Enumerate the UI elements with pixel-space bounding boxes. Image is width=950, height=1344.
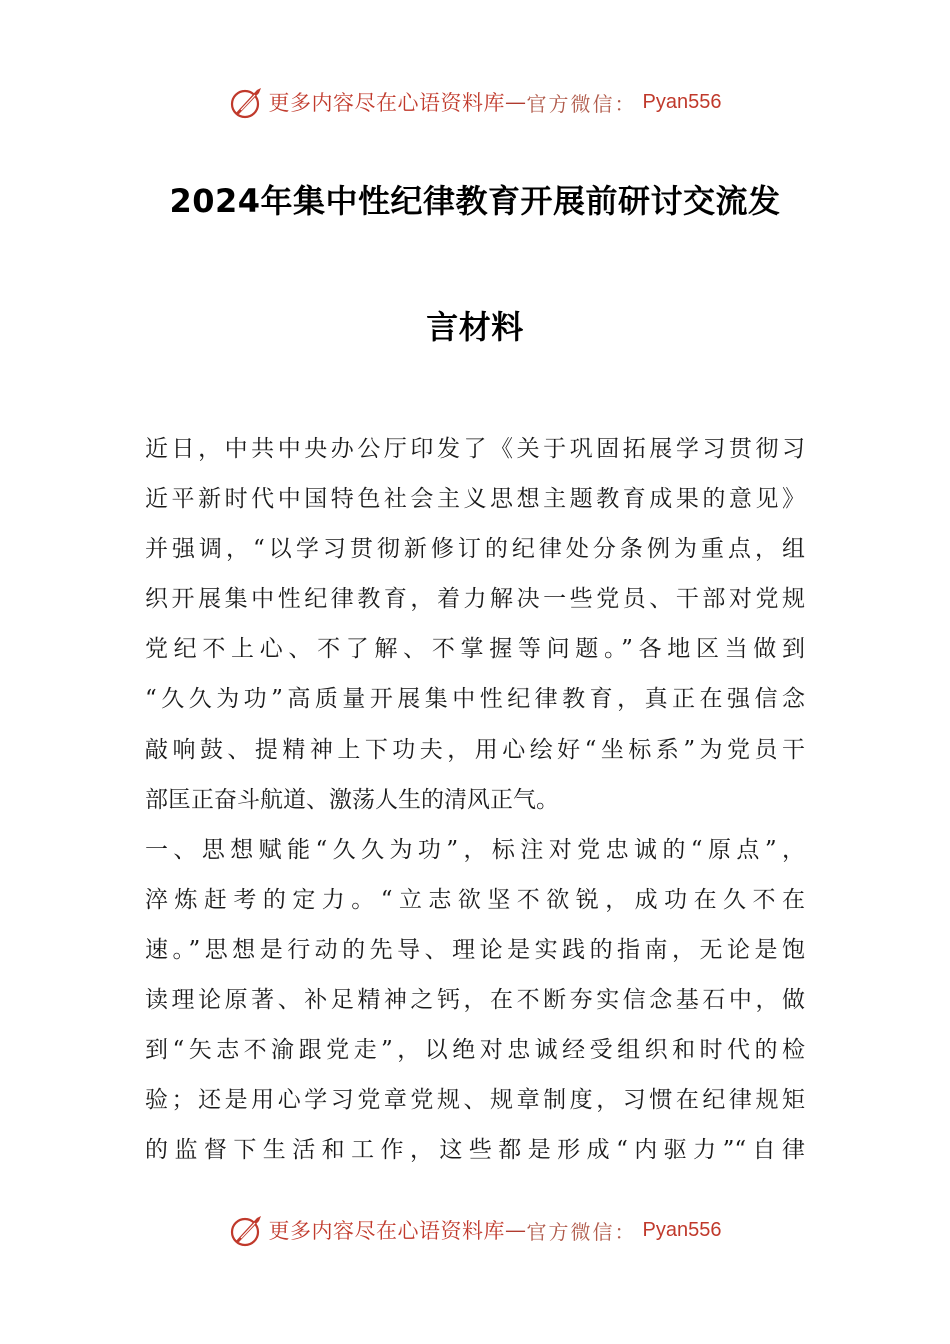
body-line: 淬炼赶考的定力。“立志欲坚不欲锐，成功在久不在 xyxy=(145,886,805,913)
body-line: 近平新时代中国特色社会主义思想主题教育成果的意见》 xyxy=(145,486,805,513)
body-line: 到“矢志不渝跟党走”，以绝对忠诚经受组织和时代的检 xyxy=(145,1037,805,1064)
watermark-brand-text: 更多内容尽在心语资料库 xyxy=(268,1219,506,1243)
body-line: 的监督下生活和工作，这些都是形成“内驱力”“自律 xyxy=(145,1137,805,1164)
body-line: 近日，中共中央办公厅印发了《关于巩固拓展学习贯彻习 xyxy=(145,436,805,462)
body-line: 读理论原著、补足精神之钙，在不断夯实信念基石中，做 xyxy=(145,987,805,1014)
watermark-separator: — xyxy=(505,90,527,114)
header-watermark xyxy=(0,82,950,122)
quill-logo-icon xyxy=(229,1212,265,1248)
body-line: 速。”思想是行动的先导、理论是实践的指南，无论是饱 xyxy=(145,936,805,963)
body-line: 敲响鼓、提精神上下功夫，用心绘好“坐标系”为党员干 xyxy=(145,736,805,763)
watermark-wechat-label: 官方微信： xyxy=(526,1219,637,1244)
watermark-separator: — xyxy=(505,1218,527,1242)
body-line: 党纪不上心、不了解、不掌握等问题。”各地区当做到 xyxy=(145,636,805,663)
body-line: 部匡正奋斗航道、激荡人生的清风正气。 xyxy=(145,786,559,813)
body-line: 一、思想赋能“久久为功”，标注对党忠诚的“原点”， xyxy=(145,836,805,863)
quill-logo-icon xyxy=(229,84,265,120)
body-line: 织开展集中性纪律教育，着力解决一些党员、干部对党规 xyxy=(145,586,805,613)
watermark-brand-text: 更多内容尽在心语资料库 xyxy=(268,91,506,115)
document-body xyxy=(145,424,805,1175)
document-title-line-1: 2024年集中性纪律教育开展前研讨交流发 xyxy=(169,182,781,220)
body-line: “久久为功”高质量开展集中性纪律教育，真正在强信念 xyxy=(145,686,805,713)
document-title-line-2: 言材料 xyxy=(426,308,524,346)
body-line: 并强调，“以学习贯彻新修订的纪律处分条例为重点，组 xyxy=(145,536,805,563)
footer-watermark xyxy=(0,1210,950,1250)
watermark-wechat-id: Pyan556 xyxy=(642,1218,722,1241)
watermark-wechat-id: Pyan556 xyxy=(642,90,722,113)
watermark-wechat-label: 官方微信： xyxy=(526,91,637,116)
body-line: 验；还是用心学习党章党规、规章制度，习惯在纪律规矩 xyxy=(145,1087,805,1114)
